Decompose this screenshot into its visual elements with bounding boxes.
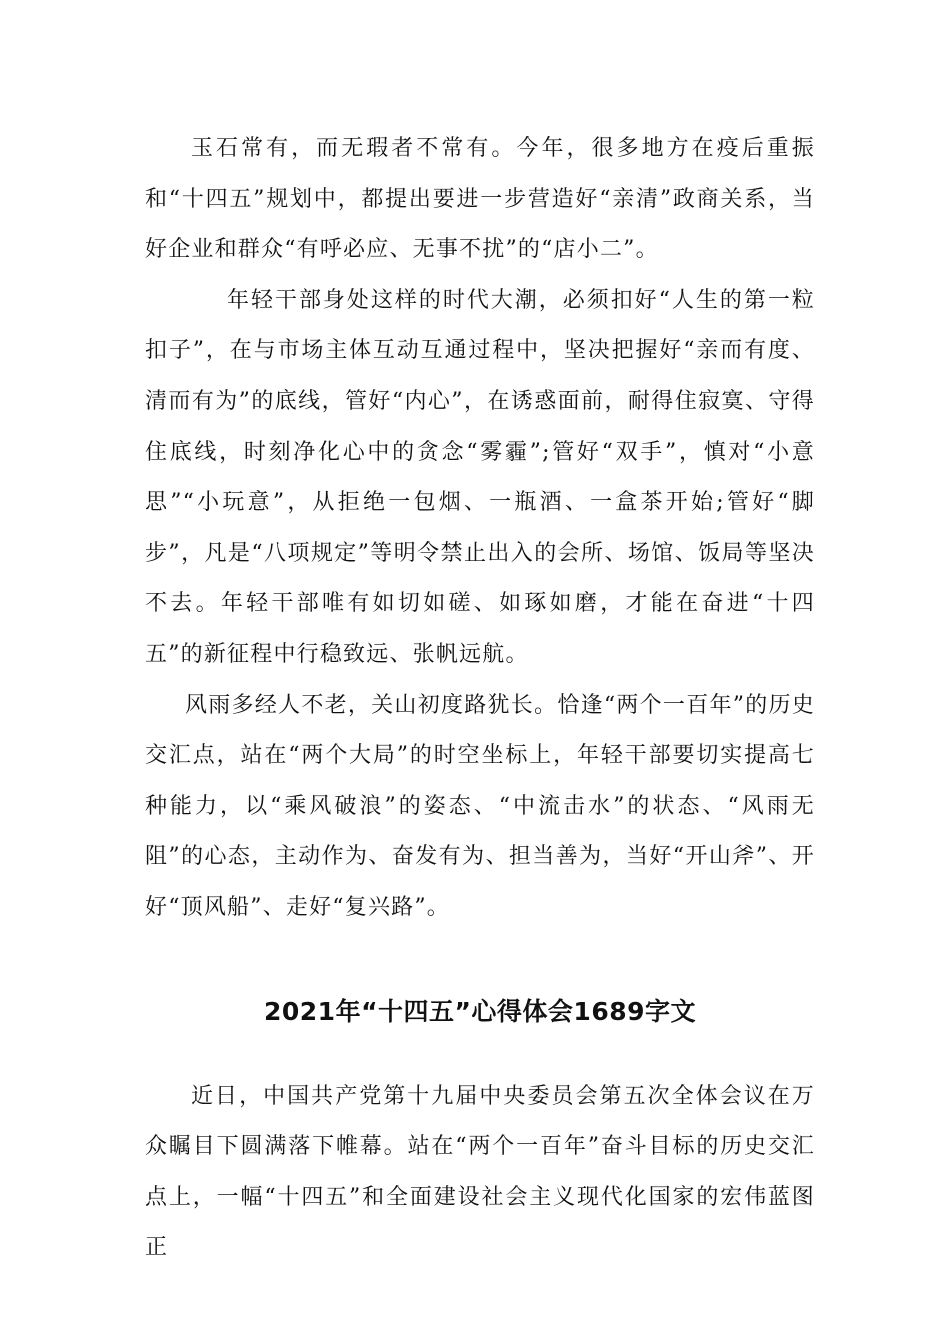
section-title: 2021年“十四五”心得体会1689字文 xyxy=(263,996,697,1026)
body-paragraph-1: 玉石常有，而无瑕者不常有。今年，很多地方在疫后重振和“十四五”规划中，都提出要进一步营造好“亲清”政商关系，当好企业和群众“有呼必应、无事不扰”的“店小二”。 xyxy=(145,136,815,263)
document-body xyxy=(145,124,815,1274)
body-paragraph-3: 风雨多经人不老，关山初度路犹长。恰逢“两个一百年”的历史交汇点，站在“两个大局”的时空坐标上，年轻干部要切实提高七种能力，以“乘风破浪”的姿态、“中流击水”的状态、“风雨无阻”的心态，主动作为、奋发有为、担当善为，当好“开山斧”、开好“顶风船”、走好“复兴路”。 xyxy=(145,692,815,920)
body-paragraph-2: 年轻干部身处这样的时代大潮，必须扣好“人生的第一粒扣子”，在与市场主体互动互通过程中，坚决把握好“亲而有度、清而有为”的底线，管好“内心”，在诱惑面前，耐得住寂寞、守得住底线，时刻净化心中的贪念“雾霾”;管好“双手”，慎对“小意思”“小玩意”，从拒绝一包烟、一瓶酒、一盒茶开始;管好“脚步”，凡是“八项规定”等明令禁止出入的会所、场馆、饭局等坚决不去。年轻干部唯有如切如磋、如琢如磨，才能在奋进“十四五”的新征程中行稳致远、张帆远航。 xyxy=(145,287,815,667)
section-paragraph-1: 近日，中国共产党第十九届中央委员会第五次全体会议在万众瞩目下圆满落下帷幕。站在“两个一百年”奋斗目标的历史交汇点上，一幅“十四五”和全面建设社会主义现代化国家的宏伟蓝图正 xyxy=(145,1083,815,1261)
